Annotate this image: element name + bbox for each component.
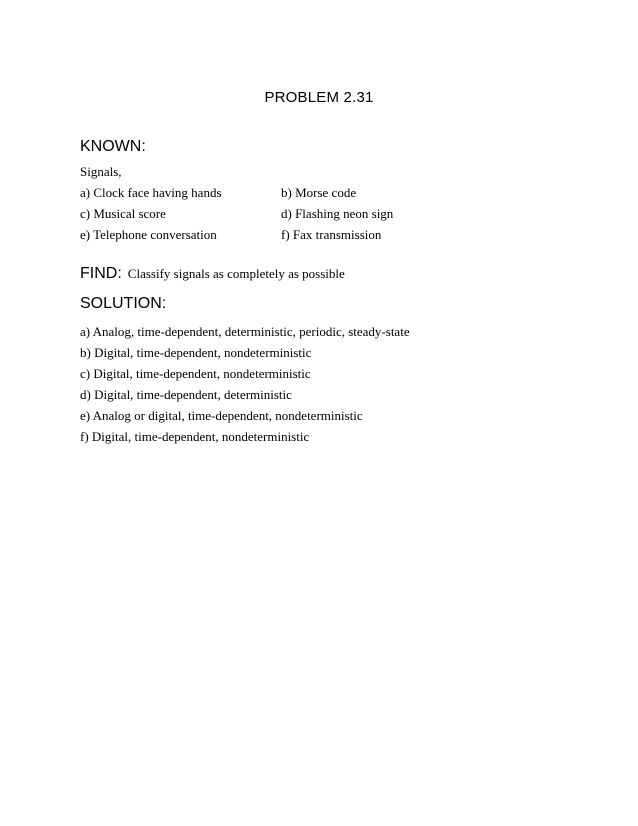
solution-item-f: f) Digital, time-dependent, nondeterministic (80, 429, 310, 444)
known-item-d: d) Flashing neon sign (281, 206, 394, 221)
known-item-c: c) Musical score (80, 206, 166, 221)
known-item-a: a) Clock face having hands (80, 185, 222, 200)
problem-title: PROBLEM 2.31 (264, 89, 374, 106)
find-line (80, 265, 345, 283)
solution-item-b: b) Digital, time-dependent, nondeterministic (80, 345, 312, 360)
find-text: Classify signals as completely as possible (127, 266, 345, 281)
solution-item-a: a) Analog, time-dependent, deterministic, periodic, steady-state (80, 324, 410, 339)
known-item-b: b) Morse code (281, 185, 357, 200)
solution-heading: SOLUTION: (80, 295, 167, 312)
known-item-e: e) Telephone conversation (80, 227, 217, 242)
known-heading: KNOWN: (80, 138, 146, 155)
find-heading: FIND: (80, 265, 122, 282)
known-item-f: f) Fax transmission (281, 227, 382, 242)
solution-item-c: c) Digital, time-dependent, nondeterministic (80, 366, 311, 381)
solution-item-e: e) Analog or digital, time-dependent, nondeterministic (80, 408, 363, 423)
known-intro: Signals, (80, 164, 122, 179)
solution-item-d: d) Digital, time-dependent, deterministic (80, 387, 292, 402)
